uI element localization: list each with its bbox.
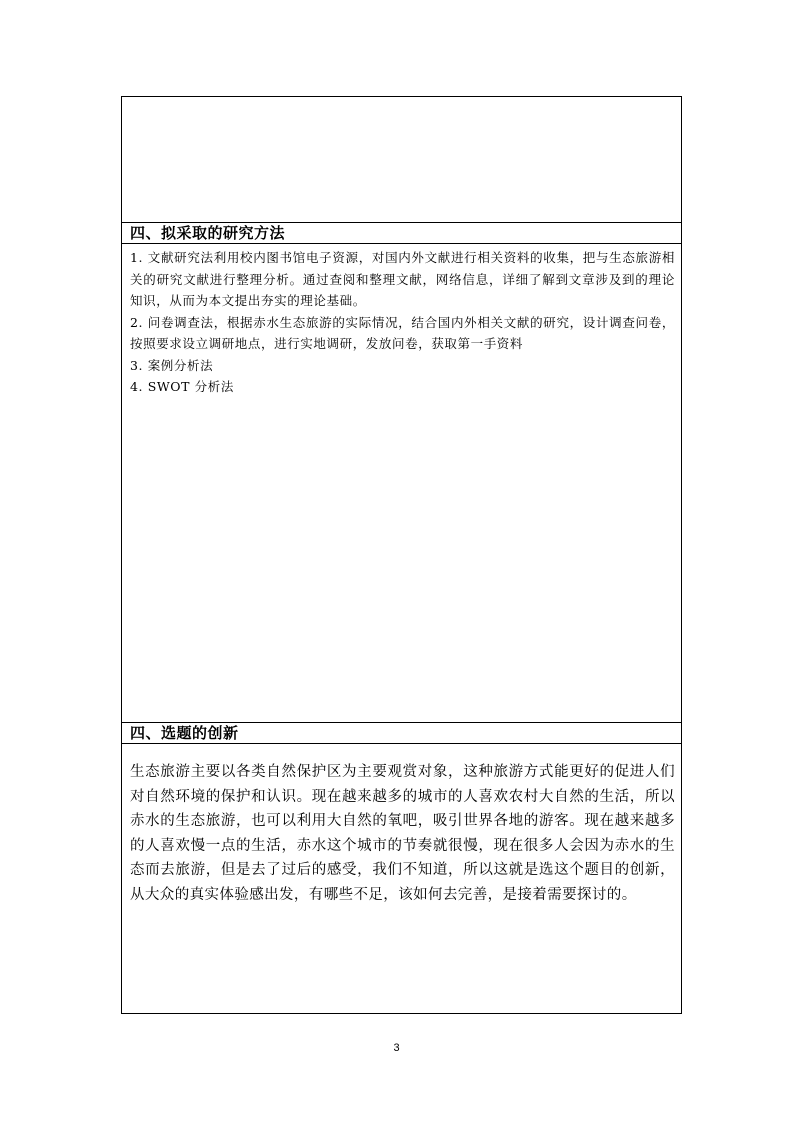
research-methods-heading: 四、拟采取的研究方法 — [122, 222, 681, 244]
research-methods-body — [122, 244, 681, 722]
method-item-questionnaire: 2. 问卷调查法，根据赤水生态旅游的实际情况，结合国内外相关文献的研究，设计调查问卷，按照要求设立调研地点，进行实地调研，发放问卷，获取第一手资料 — [130, 314, 675, 351]
proposal-form-table — [121, 96, 682, 1014]
method-item-swot: 4. SWOT 分析法 — [130, 379, 234, 394]
page-number: 3 — [393, 1042, 400, 1054]
innovation-heading: 四、选题的创新 — [122, 722, 681, 744]
method-item-literature: 1. 文献研究法利用校内图书馆电子资源，对国内外文献进行相关资料的收集，把与生态旅游相关的研究文献进行整理分析。通过查阅和整理文献，网络信息，详细了解到文章涉及到的理论知识，从而为本文提出夯实的理论基础。 — [130, 250, 675, 308]
previous-section-continuation — [122, 97, 681, 222]
method-item-case-study: 3. 案例分析法 — [130, 357, 214, 373]
innovation-paragraph: 生态旅游主要以各类自然保护区为主要观赏对象，这种旅游方式能更好的促进人们对自然环境的保护和认识。现在越来越多的城市的人喜欢农村大自然的生活，所以赤水的生态旅游，也可以利用大自然的氧吧，吸引世界各地的游客。现在越来越多的人喜欢慢一点的生活，赤水这个城市的节奏就很慢，现在很多人会因为赤水的生态而去旅游，但是去了过后的感受，我们不知道，所以这就是选这个题目的创新，从大众的真实体验感出发，有哪些不足，该如何去完善，是接着需要探讨的。 — [130, 764, 675, 903]
innovation-body — [122, 744, 681, 1013]
